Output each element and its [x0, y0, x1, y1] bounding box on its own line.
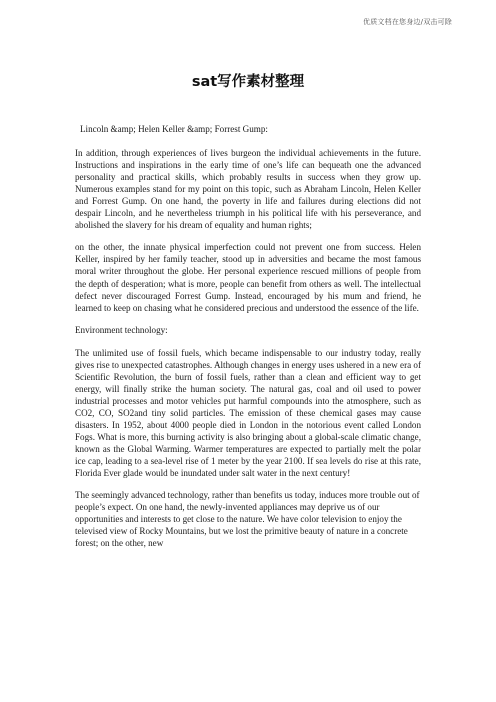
body-paragraph: on the other, the innate physical imperfection could not prevent one from success. Helen Keller, inspired by her family teacher, stood up in adversities and became the most famous moral writer throughout the globe. Her personal experience rescued millions of people from the depth of desperation; what is more, people can benefit from others as well. The intellectual defect never discouraged Forrest Gump. Instead, encouraged by his mum and friend, he learned to keep on chasing what he considered precious and understood the essence of the life. [75, 242, 421, 313]
page-title: sat写作素材整理 [191, 74, 305, 90]
body-paragraph: In addition, through experiences of lives burgeon the individual achievements in the future. Instructions and inspirations in the early time of one’s life can bequeath one the advanced personality and practical skills, which probably results in success when they grow up. Numerous examples stand for my point on this topic, such as Abraham Lincoln, Helen Keller and Forrest Gump. On one hand, the poverty in life and failures during elections did not despair Lincoln, and he nevertheless triumph in his political life with his perseverance, and abolished the slavery for his dream of equality and human rights; [75, 148, 421, 231]
body-paragraph: The seemingly advanced technology, rather than benefits us today, induces more trouble out of people’s expect. On one hand, the newly-invented appliances may deprive us of our opportunities and interests to get close to the nature. We have color television to enjoy the televised view of Rocky Mountains, but we lost the primitive beauty of nature in a concrete forest; on the other, new [75, 490, 420, 549]
section-subtitle: Lincoln &amp; Helen Keller &amp; Forrest Gump: [80, 124, 268, 134]
document-body [75, 123, 421, 559]
header-note: 优质文档在您身边/双击可除 [363, 18, 452, 26]
body-paragraph: The unlimited use of fossil fuels, which became indispensable to our industry today, really gives rise to unexpected catastrophes. Although changes in energy uses ushered in a new era of Scientific Revolution, the burn of fossil fuels, rather than a clean and efficient way to get energy, will finally strike the human society. The natural gas, coal and oil used to power industrial processes and motor vehicles put harmful compounds into the atmosphere, such as CO2, CO, SO2and tiny solid particles. The emission of these chemical gases may cause disasters. In 1952, about 4000 people died in London in the notorious event called London Fogs. What is more, this burning activity is also bringing about a global-scale climatic change, known as the Global Warming. Warmer temperatures are expected to partially melt the polar ice cap, leading to a sea-level rise of 1 meter by the year 2100. If sea levels do rise at this rate, Florida Ever glade would be inundated under salt water in the next century! [75, 347, 421, 479]
section-heading: Environment technology: [75, 324, 168, 335]
